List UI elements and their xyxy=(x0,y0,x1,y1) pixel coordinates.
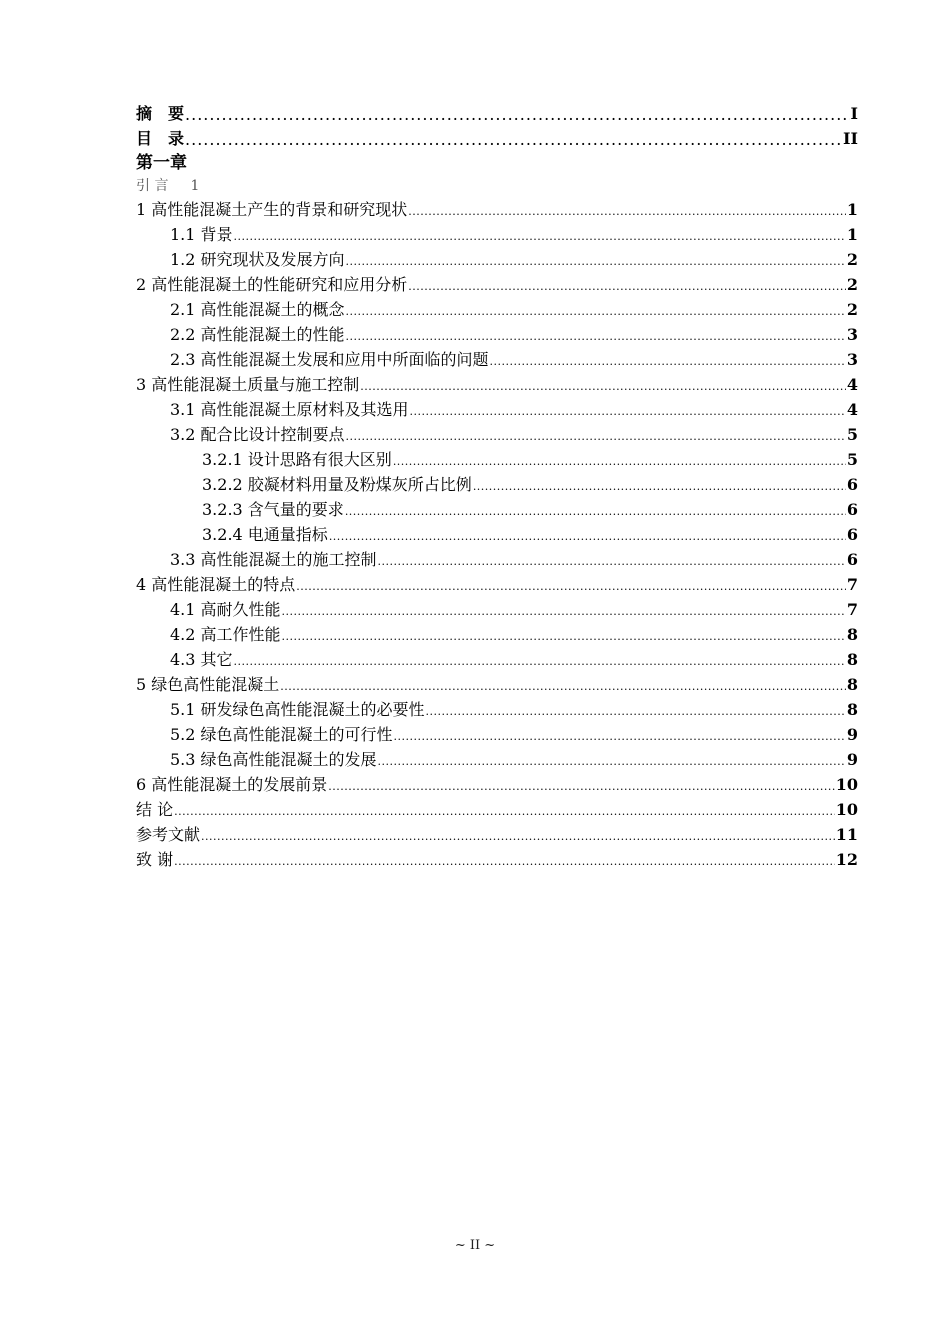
leader-dots xyxy=(490,352,846,372)
toc-entry-label: 3.3 高性能混凝土的施工控制 xyxy=(170,550,377,569)
toc-entry-page: 7 xyxy=(846,575,858,594)
toc-entry-label: 参考文献 xyxy=(136,825,201,844)
toc-entry[interactable] xyxy=(136,197,858,222)
toc-entry-page: I xyxy=(850,104,858,123)
leader-dots xyxy=(346,252,846,272)
toc-entry-page: 6 xyxy=(846,475,858,494)
leader-dots xyxy=(394,727,846,747)
toc-entry-page: 12 xyxy=(835,850,858,869)
toc-entry-label: 1 高性能混凝土产生的背景和研究现状 xyxy=(136,200,408,219)
toc-entry-page: 6 xyxy=(846,500,858,519)
toc-entry[interactable] xyxy=(136,297,858,322)
toc-entry-label: 4.3 其它 xyxy=(170,650,233,669)
leader-dots xyxy=(346,327,846,347)
leader-dots xyxy=(201,827,835,847)
toc-entry-label: 1.1 背景 xyxy=(170,225,233,244)
leader-dots xyxy=(234,227,846,247)
toc-entry[interactable] xyxy=(136,647,858,672)
toc-entry[interactable] xyxy=(136,722,858,747)
toc-entry-label: 结 论 xyxy=(136,800,174,819)
leader-dots xyxy=(378,552,846,572)
toc-entry[interactable] xyxy=(136,697,858,722)
toc-entry[interactable] xyxy=(136,847,858,872)
toc-entry-page: 2 xyxy=(846,250,858,269)
toc-entry[interactable] xyxy=(136,797,858,822)
toc-entry[interactable] xyxy=(136,472,858,497)
toc-entry[interactable] xyxy=(136,622,858,647)
toc-entry-label: 致 谢 xyxy=(136,850,174,869)
toc-entry-page: 9 xyxy=(846,750,858,769)
leader-dots xyxy=(408,202,846,222)
toc-entry[interactable] xyxy=(136,822,858,847)
toc-entry-label: 2.3 高性能混凝土发展和应用中所面临的问题 xyxy=(170,350,489,369)
toc-entry-page: 6 xyxy=(846,550,858,569)
toc-entry-label: 目 录 xyxy=(136,129,185,148)
toc-entry-label: 3.2.1 设计思路有很大区别 xyxy=(202,450,392,469)
toc-entries xyxy=(136,197,858,872)
leader-dots xyxy=(410,402,846,422)
leader-dots xyxy=(280,677,846,697)
leader-dots xyxy=(345,502,846,522)
toc-entry-page: 3 xyxy=(846,325,858,344)
leader-dots xyxy=(378,752,846,772)
toc-entry[interactable] xyxy=(136,347,858,372)
toc-entry[interactable] xyxy=(136,747,858,772)
toc-entry-contents[interactable] xyxy=(136,126,858,151)
toc-entry-page: 8 xyxy=(846,650,858,669)
toc-entry-page: 8 xyxy=(846,675,858,694)
toc-entry-page: 5 xyxy=(846,450,858,469)
page-number-footer: ~ II ~ xyxy=(454,1238,496,1253)
toc-entry[interactable] xyxy=(136,247,858,272)
toc-entry-label: 5 绿色高性能混凝土 xyxy=(136,675,280,694)
toc-entry-abstract[interactable] xyxy=(136,101,858,126)
toc-entry[interactable] xyxy=(136,272,858,297)
toc-entry-page: 1 xyxy=(846,225,858,244)
leader-dots xyxy=(174,802,835,822)
toc-entry-label: 5.1 研发绿色高性能混凝土的必要性 xyxy=(170,700,425,719)
toc-entry-page: 5 xyxy=(846,425,858,444)
toc-entry-label: 3.2.4 电通量指标 xyxy=(202,525,328,544)
leader-dots xyxy=(185,129,842,151)
toc-entry-label: 3 高性能混凝土质量与施工控制 xyxy=(136,375,360,394)
toc-entry[interactable] xyxy=(136,672,858,697)
leader-dots xyxy=(185,104,850,126)
toc-entry-page: 1 xyxy=(846,200,858,219)
leader-dots xyxy=(346,427,846,447)
toc-entry-page: 9 xyxy=(846,725,858,744)
toc-entry[interactable] xyxy=(136,497,858,522)
toc-entry-label: 5.3 绿色高性能混凝土的发展 xyxy=(170,750,377,769)
toc-entry[interactable] xyxy=(136,522,858,547)
leader-dots xyxy=(296,577,846,597)
toc-entry[interactable] xyxy=(136,322,858,347)
leader-dots xyxy=(282,627,846,647)
leader-dots xyxy=(329,527,846,547)
toc-entry-page: 4 xyxy=(846,375,858,394)
toc-entry-page: 8 xyxy=(846,700,858,719)
leader-dots xyxy=(346,302,846,322)
toc-entry-label: 2.1 高性能混凝土的概念 xyxy=(170,300,345,319)
leader-dots xyxy=(393,452,846,472)
toc-entry-label: 引 言 xyxy=(136,178,169,194)
toc-entry-page: 1 xyxy=(190,178,200,194)
toc-entry[interactable] xyxy=(136,772,858,797)
toc-entry-label: 3.2.3 含气量的要求 xyxy=(202,500,344,519)
toc-entry-page: 4 xyxy=(846,400,858,419)
toc-entry-label: 3.1 高性能混凝土原材料及其选用 xyxy=(170,400,409,419)
toc-entry-label: 1.2 研究现状及发展方向 xyxy=(170,250,345,269)
leader-dots xyxy=(282,602,846,622)
toc-entry-label: 5.2 绿色高性能混凝土的可行性 xyxy=(170,725,393,744)
toc-entry[interactable] xyxy=(136,447,858,472)
toc-entry-label: 2.2 高性能混凝土的性能 xyxy=(170,325,345,344)
toc-entry-label: 6 高性能混凝土的发展前景 xyxy=(136,775,328,794)
toc-entry-label: 3.2 配合比设计控制要点 xyxy=(170,425,345,444)
chapter-heading: 第一章 xyxy=(136,153,187,173)
toc-entry[interactable] xyxy=(136,372,858,397)
toc-entry-page: 2 xyxy=(846,275,858,294)
toc-entry[interactable] xyxy=(136,397,858,422)
toc-entry-page: 8 xyxy=(846,625,858,644)
toc-entry-label: 4.1 高耐久性能 xyxy=(170,600,281,619)
toc-entry[interactable] xyxy=(136,422,858,447)
leader-dots xyxy=(360,377,846,397)
leader-dots xyxy=(408,277,846,297)
leader-dots xyxy=(426,702,846,722)
toc-entry[interactable] xyxy=(136,597,858,622)
toc-entry-page: 6 xyxy=(846,525,858,544)
toc-entry-page: II xyxy=(843,129,858,148)
toc-entry[interactable] xyxy=(136,547,858,572)
toc-entry-page: 10 xyxy=(835,800,858,819)
leader-dots xyxy=(328,777,834,797)
toc-entry-label: 4 高性能混凝土的特点 xyxy=(136,575,296,594)
toc-entry-page: 10 xyxy=(835,775,858,794)
toc-entry-label: 4.2 高工作性能 xyxy=(170,625,281,644)
toc-entry-page: 2 xyxy=(846,300,858,319)
toc-entry[interactable] xyxy=(136,222,858,247)
toc-entry-label: 3.2.2 胶凝材料用量及粉煤灰所占比例 xyxy=(202,475,472,494)
toc-entry-intro[interactable] xyxy=(136,176,858,197)
toc-entry-label: 2 高性能混凝土的性能研究和应用分析 xyxy=(136,275,408,294)
toc-entry-page: 11 xyxy=(835,825,858,844)
toc-entry-page: 7 xyxy=(846,600,858,619)
leader-dots xyxy=(234,652,846,672)
toc-entry-label: 摘 要 xyxy=(136,104,185,123)
leader-dots xyxy=(473,477,846,497)
toc-entry-page: 3 xyxy=(846,350,858,369)
toc-entry[interactable] xyxy=(136,572,858,597)
leader-dots xyxy=(174,852,835,872)
table-of-contents xyxy=(136,101,858,872)
